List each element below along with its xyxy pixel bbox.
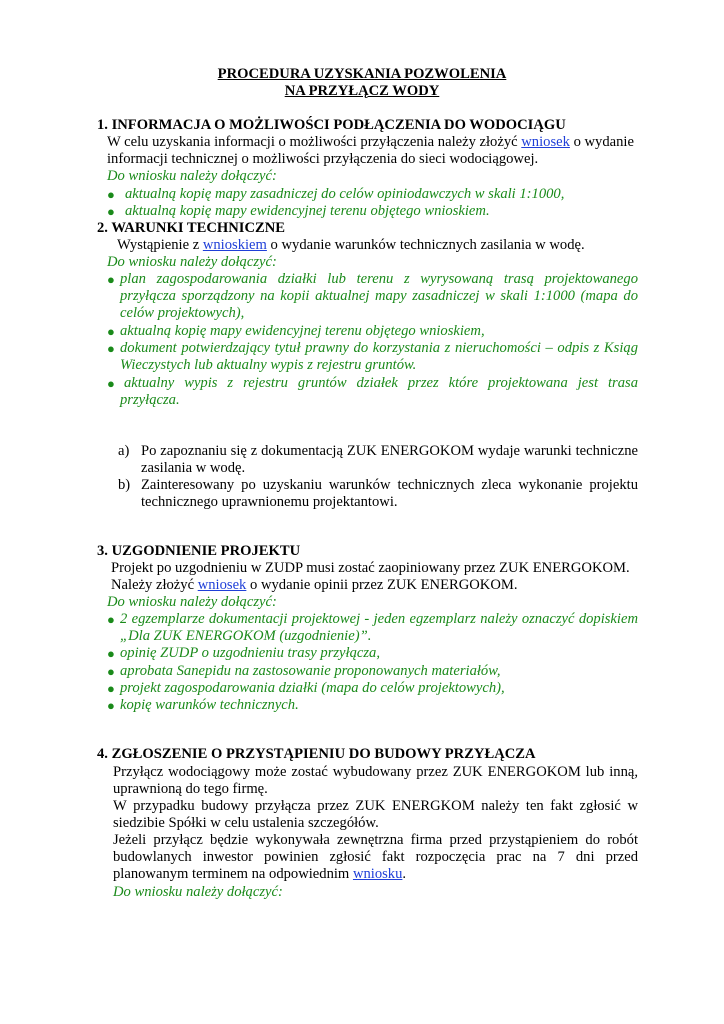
section-2-attach-label: Do wniosku należy dołączyć:	[107, 254, 277, 270]
text: o wydanie warunków technicznych zasilania w wodę.	[266, 237, 585, 253]
section-3-attach-label: Do wniosku należy dołączyć:	[107, 594, 277, 610]
text: Należy złożyć	[111, 577, 198, 593]
section-2-item-1-line3: celów projektowych),	[120, 305, 245, 321]
text: Wystąpienie z	[117, 237, 203, 253]
bullet-dot-icon: ●	[107, 187, 115, 202]
section-2-item-4-line1: aktualny wypis z rejestru gruntów działek przez które projektowana jest trasa	[124, 375, 638, 391]
section-2-item-1-line2: przyłącza sporządzony na kopii aktualnej mapy zasadniczej w skali 1:1000 (mapa do	[120, 288, 638, 304]
wniosku-link[interactable]: wniosku	[352, 866, 403, 882]
section-1-attach-label: Do wniosku należy dołączyć:	[107, 168, 277, 184]
text: .	[402, 866, 407, 882]
section-2-item-3-line1: dokument potwierdzający tytuł prawny do korzystania z nieruchomości – odpis z Ksiąg	[120, 340, 638, 356]
bullet-dot-icon: ●	[107, 272, 115, 287]
text: planowanym terminem na odpowiednim	[113, 866, 353, 882]
section-3-paragraph-1: Projekt po uzgodnieniu w ZUDP musi zostać zaopiniowany przez ZUK ENERGOKOM.	[111, 560, 630, 576]
section-4-attach-label: Do wniosku należy dołączyć:	[113, 884, 283, 900]
section-3-item-1-line1: 2 egzemplarze dokumentacji projektowej - jeden egzemplarz należy oznaczyć dopiskiem	[120, 611, 638, 627]
section-4-p1-line1: Przyłącz wodociągowy może zostać wybudowany przez ZUK ENERGOKOM lub inną,	[113, 764, 638, 780]
bullet-dot-icon: ●	[107, 681, 115, 696]
section-4-p3-line2: budowlanych inwestor powinien zgłosić fakt rozpoczęcia prac na 7 dni przed	[113, 849, 638, 865]
list-marker-b: b)	[118, 477, 131, 493]
section-3-item-2: opinię ZUDP o uzgodnieniu trasy przyłącza,	[120, 645, 380, 661]
bullet-dot-icon: ●	[107, 341, 115, 356]
text: W celu uzyskania informacji o możliwości przyłączenia należy złożyć	[107, 134, 522, 150]
section-2-heading: 2. WARUNKI TECHNICZNE	[97, 220, 286, 236]
bullet-dot-icon: ●	[107, 204, 115, 219]
wniosek-link[interactable]: wniosek	[197, 577, 247, 593]
step-b-line2: technicznego uprawnionemu projektantowi.	[141, 494, 398, 510]
section-3-item-4: projekt zagospodarowania działki (mapa do celów projektowych),	[120, 680, 505, 696]
section-4-p3-line1: Jeżeli przyłącz będzie wykonywała zewnętrzna firma przed przystąpieniem do robót	[113, 832, 638, 848]
wniosek-link[interactable]: wniosek	[521, 134, 570, 150]
section-3-paragraph-2	[111, 577, 518, 595]
page-subtitle: NA PRZYŁĄCZ WODY	[284, 83, 440, 99]
wnioskiem-link[interactable]: wnioskiem	[202, 237, 267, 253]
bullet-dot-icon: ●	[107, 612, 115, 627]
section-4-heading: 4. ZGŁOSZENIE O PRZYSTĄPIENIU DO BUDOWY PRZYŁĄCZA	[97, 746, 536, 762]
bullet-dot-icon: ●	[107, 646, 115, 661]
section-4-p1-line2: uprawnioną do tego firmę.	[113, 781, 268, 797]
section-1-item-2: aktualną kopię mapy ewidencyjnej terenu objętego wnioskiem.	[125, 203, 490, 219]
text: o wydanie opinii przez ZUK ENERGOKOM.	[246, 577, 518, 593]
step-a-line1: Po zapoznaniu się z dokumentacją ZUK ENERGOKOM wydaje warunki techniczne	[141, 443, 638, 459]
section-3-item-1-line2: „Dla ZUK ENERGOKOM (uzgodnienie)”.	[120, 628, 372, 644]
section-3-item-3: aprobata Sanepidu na zastosowanie proponowanych materiałów,	[120, 663, 501, 679]
text: o wydanie	[569, 134, 634, 150]
bullet-dot-icon: ●	[107, 376, 115, 391]
step-a-line2: zasilania w wodę.	[141, 460, 246, 476]
section-2-item-1-line1: plan zagospodarowania działki lub terenu z wyrysowaną trasą projektowanego	[120, 271, 638, 287]
section-3-heading: 3. UZGODNIENIE PROJEKTU	[97, 543, 301, 559]
section-2-paragraph	[117, 237, 585, 255]
section-1-heading: 1. INFORMACJA O MOŻLIWOŚCI PODŁĄCZENIA DO WODOCIĄGU	[97, 117, 566, 133]
section-4-p2-line1: W przypadku budowy przyłącza przez ZUK ENERGKOM należy ten fakt zgłosić w	[113, 798, 638, 814]
section-2-item-3-line2: Wieczystych lub aktualny wypis z rejestru gruntów.	[120, 357, 417, 373]
list-marker-a: a)	[118, 443, 130, 459]
section-2-item-4-line2: przyłącza.	[120, 392, 180, 408]
section-4-p2-line2: siedzibie Spółki w celu ustalenia szczegółów.	[113, 815, 379, 831]
bullet-dot-icon: ●	[107, 664, 115, 679]
section-1-paragraph-line2: informacji technicznej o możliwości przyłączenia do sieci wodociągowej.	[107, 151, 539, 167]
section-1-paragraph	[107, 134, 634, 152]
section-1-item-1: aktualną kopię mapy zasadniczej do celów opiniodawczych w skali 1:1000,	[125, 186, 565, 202]
section-3-item-5: kopię warunków technicznych.	[120, 697, 299, 713]
page-title: PROCEDURA UZYSKANIA POZWOLENIA	[217, 66, 507, 82]
bullet-dot-icon: ●	[107, 324, 115, 339]
step-b-line1: Zainteresowany po uzyskaniu warunków technicznych zleca wykonanie projektu	[141, 477, 638, 493]
section-4-p3-line3	[113, 866, 406, 884]
bullet-dot-icon: ●	[107, 698, 115, 713]
section-2-item-2: aktualną kopię mapy ewidencyjnej terenu objętego wnioskiem,	[120, 323, 485, 339]
